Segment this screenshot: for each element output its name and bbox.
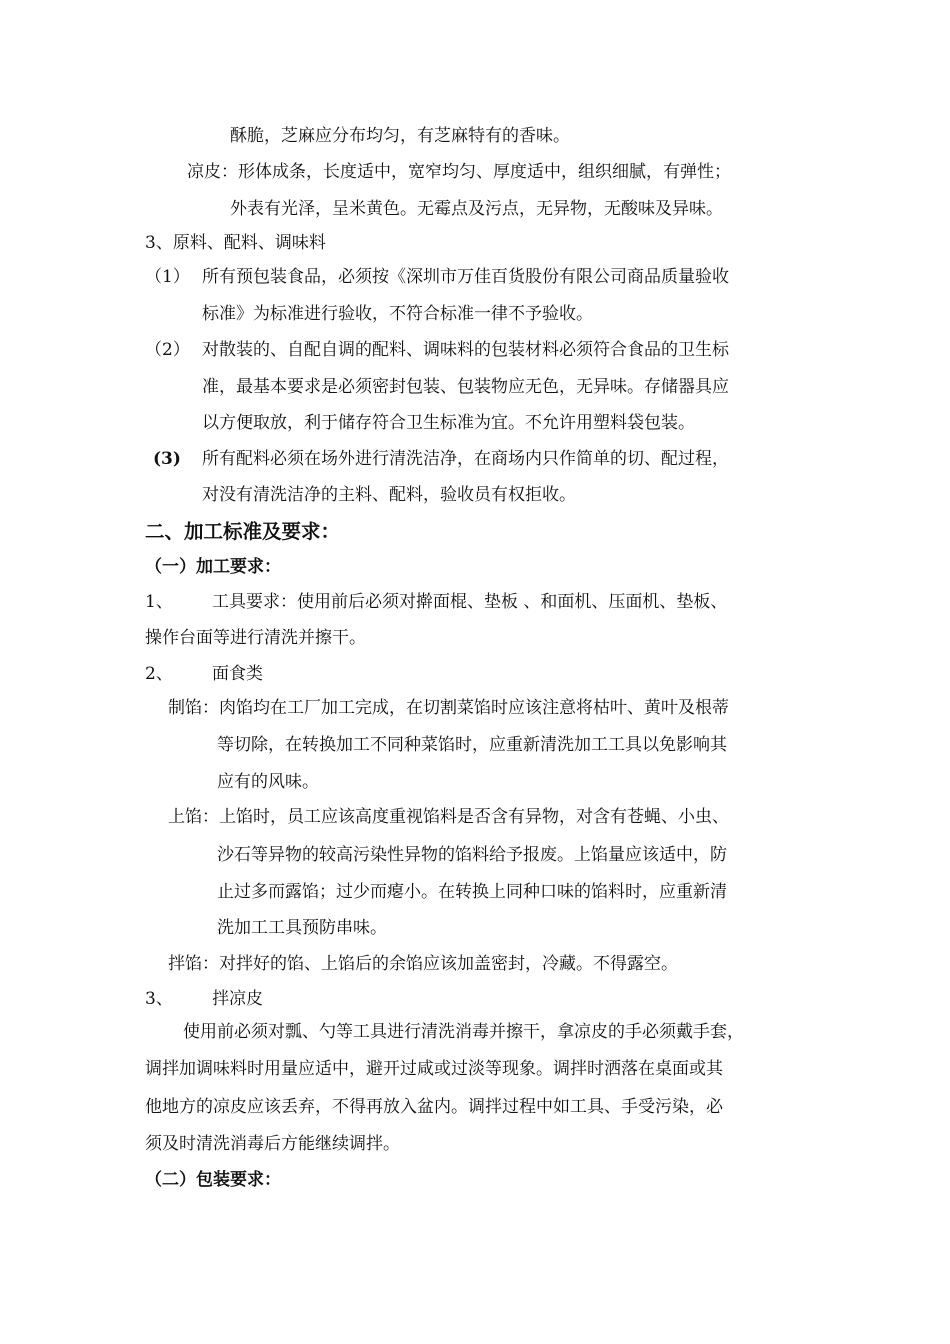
list-marker: 1、 (145, 592, 173, 612)
text-line: 外表有光泽，呈米黄色。无霉点及污点，无异物，无酸味及异味。 (230, 199, 723, 219)
text-line: 沙石等异物的较高污染性异物的馅料给予报废。上馅量应该适中，防 (217, 845, 727, 865)
text-line: 操作台面等进行清洗并擦干。 (145, 628, 366, 648)
text-line: 制馅：肉馅均在工厂加工完成，在切割菜馅时应该注意将枯叶、黄叶及根蒂 (168, 698, 729, 718)
text-line: 调拌加调味料时用量应适中，避开过咸或过淡等现象。调拌时洒落在桌面或其 (145, 1059, 723, 1079)
text-line: 他地方的凉皮应该丢弃，不得再放入盆内。调拌过程中如工具、手受污染，必 (145, 1097, 723, 1117)
text-line: 应有的风味。 (217, 772, 319, 792)
section-heading: 3、原料、配料、调味料 (145, 233, 326, 253)
subsection-heading: （一）加工要求： (145, 557, 281, 577)
text-line: 酥脆，芝麻应分布均匀，有芝麻特有的香味。 (230, 126, 570, 146)
chapter-heading: 二、加工标准及要求： (145, 520, 341, 543)
text-line: 上馅：上馅时，员工应该高度重视馅料是否含有异物，对含有苍蝇、小虫、 (168, 807, 729, 827)
text-line: 止过多而露馅；过少而瘪小。在转换上同种口味的馅料时，应重新清 (217, 882, 727, 902)
list-marker: （1） (145, 267, 190, 287)
list-item-text: 所有配料必须在场外进行清洗洁净，在商场内只作简单的切、配过程， (202, 449, 729, 469)
text-line: 凉皮：形体成条，长度适中，宽窄均匀、厚度适中，组织细腻，有弹性； (187, 162, 731, 182)
list-item-text: 所有预包装食品，必须按《深圳市万佳百货股份有限公司商品质量验收 (202, 267, 729, 287)
list-marker: 2、 (145, 664, 173, 684)
subsection-heading: （二）包装要求： (145, 1170, 281, 1190)
text-line: 洗加工工具预防串味。 (217, 918, 387, 938)
list-item-text: 拌凉皮 (212, 989, 263, 1009)
list-item-text: 工具要求：使用前后必须对擀面棍、垫板 、和面机、压面机、垫板、 (212, 592, 728, 612)
text-line: 对没有清洗洁净的主料、配料，验收员有权拒收。 (202, 485, 576, 505)
text-line: 以方便取放，利于储存符合卫生标准为宜。不允许用塑料袋包装。 (202, 413, 695, 433)
list-marker: (3) (153, 449, 181, 469)
list-item-text: 对散装的、自配自调的配料、调味料的包装材料必须符合食品的卫生标 (202, 340, 729, 360)
text-line: 准，最基本要求是必须密封包装、包装物应无色，无异味。存储器具应 (202, 377, 729, 397)
text-line: 拌馅：对拌好的馅、上馅后的余馅应该加盖密封，冷藏。不得露空。 (168, 954, 678, 974)
text-line: 须及时清洗消毒后方能继续调拌。 (145, 1134, 400, 1154)
list-marker: 3、 (145, 989, 173, 1009)
text-line: 等切除，在转换加工不同种菜馅时，应重新清洗加工工具以免影响其 (217, 735, 727, 755)
list-item-text: 面食类 (212, 664, 263, 684)
list-marker: （2） (145, 340, 190, 360)
text-line: 使用前必须对瓢、勺等工具进行清洗消毒并擦干，拿凉皮的手必须戴手套， (183, 1022, 744, 1042)
text-line: 标准》为标准进行验收，不符合标准一律不予验收。 (202, 304, 593, 324)
